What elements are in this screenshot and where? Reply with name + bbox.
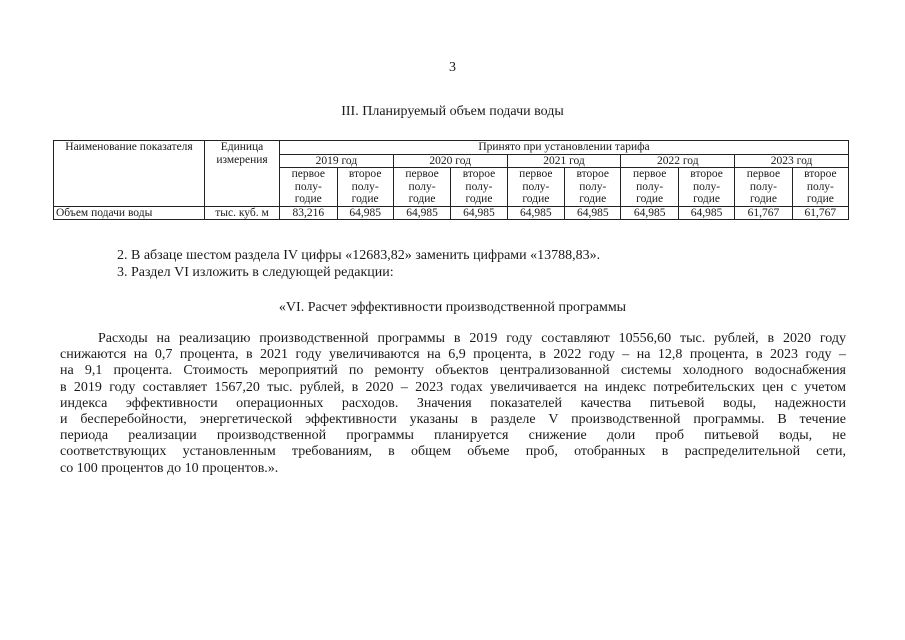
table-cell: 61,767 (735, 206, 793, 220)
body-line: и бесперебойности, энергетической эффективности указаны в разделе V производственной программы. В течение (60, 412, 846, 428)
body-line: на 9,1 процента. Стоимость мероприятий по ремонту объектов централизованной системы холодного водоснабжения (60, 363, 846, 379)
table-cell: 83,216 (280, 206, 338, 220)
header-half-second: второе полу- годие (337, 168, 393, 207)
table-cell: 64,985 (678, 206, 734, 220)
header-name: Наименование показателя (54, 141, 205, 207)
table-cell: 64,985 (507, 206, 565, 220)
header-group: Принято при установлении тарифа (280, 141, 849, 155)
item-2-text: 2. В абзаце шестом раздела IV цифры «12683,82» заменить цифрами «13788,83». (117, 248, 601, 263)
item-3-text: 3. Раздел VI изложить в следующей редакции: (117, 265, 394, 280)
page-number: 3 (449, 60, 456, 75)
header-year: 2019 год (280, 154, 394, 168)
body-line: Расходы на реализацию производственной программы в 2019 году составляют 10556,60 тыс. рублей, в 2020 году (98, 331, 846, 346)
header-year: 2023 год (735, 154, 849, 168)
table-row (54, 206, 849, 220)
section-6-title: «VI. Расчет эффективности производственной программы (278, 300, 627, 315)
header-half-second: второе полу- годие (565, 168, 621, 207)
table-cell: 64,985 (621, 206, 679, 220)
table-cell: 64,985 (337, 206, 393, 220)
header-year: 2020 год (393, 154, 507, 168)
water-supply-table (53, 140, 849, 220)
header-half-first: первое полу- годие (393, 168, 451, 207)
header-year: 2022 год (621, 154, 735, 168)
table-cell: 61,767 (792, 206, 848, 220)
table-cell: 64,985 (393, 206, 451, 220)
header-half-first: первое полу- годие (280, 168, 338, 207)
header-half-second: второе полу- годие (451, 168, 507, 207)
header-unit: Единица измерения (205, 141, 280, 207)
header-half-second: второе полу- годие (792, 168, 848, 207)
body-line: снижаются на 0,7 процента, в 2021 году увеличиваются на 6,9 процента, в 2022 году – на 12,8 процента, в 2023 году – (60, 347, 846, 363)
body-line: индекса эффективности операционных расходов. Значения показателей качества питьевой воды, надежности (60, 395, 846, 411)
section-title: III. Планируемый объем подачи воды (341, 104, 564, 119)
row-label: Объем подачи воды (54, 206, 205, 220)
body-line: в 2019 году составляет 1567,20 тыс. рублей, в 2020 – 2023 годах увеличивается на индекс потребительских цен с учетом (60, 379, 846, 395)
body-line: периода реализации производственной программы планируется снижение доли проб питьевой воды, не (60, 428, 846, 444)
table-cell: 64,985 (451, 206, 507, 220)
row-unit: тыс. куб. м (205, 206, 280, 220)
body-line: соответствующих установленным требованиям, в общем объеме проб, отобранных в распределительной сети, (60, 444, 846, 460)
header-half-first: первое полу- годие (735, 168, 793, 207)
header-year: 2021 год (507, 154, 621, 168)
section-6-body (60, 331, 846, 477)
header-half-first: первое полу- годие (621, 168, 679, 207)
header-half-second: второе полу- годие (678, 168, 734, 207)
table-header-row-1 (54, 141, 849, 155)
body-line: со 100 процентов до 10 процентов.». (60, 460, 279, 476)
header-half-first: первое полу- годие (507, 168, 565, 207)
table-cell: 64,985 (565, 206, 621, 220)
